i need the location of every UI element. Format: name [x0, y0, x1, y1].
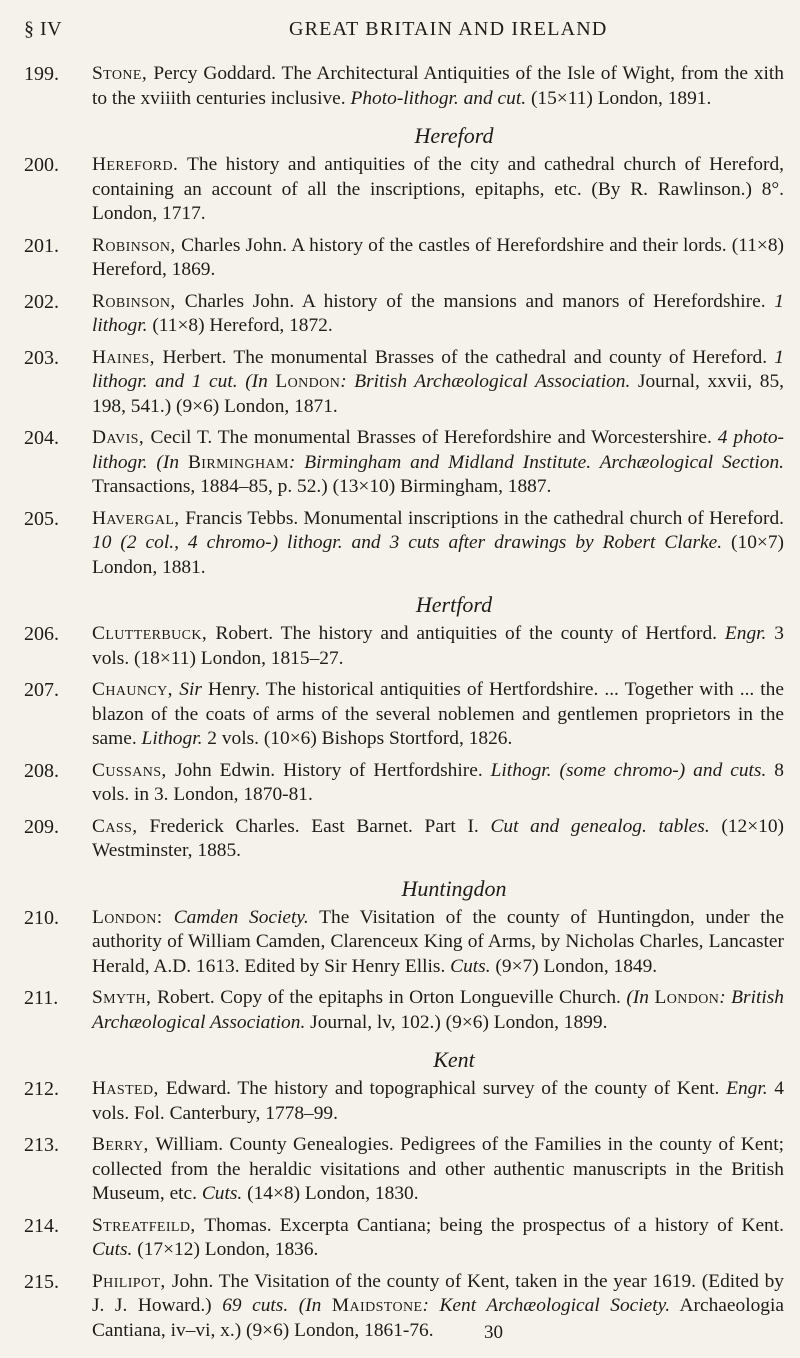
section-mark: § IV	[24, 18, 63, 40]
entry-author: Stone,	[92, 63, 154, 84]
entry-series: : British Archæological Association.	[340, 371, 631, 392]
entry-author: Cussans,	[92, 759, 176, 781]
entry-author: Haines,	[92, 346, 163, 368]
entry-illustrations: Cut and genealog. tables.	[490, 815, 710, 837]
entry-imprint: (15×11) London, 1891.	[526, 87, 712, 109]
entry-author: Hereford.	[92, 154, 188, 175]
entry-text: The history and antiquities of the city and cathedral church of Hereford, containing an account of all the inscriptions, epitaphs, etc. (By R. Rawlinson.) 8°. London, 1717.	[92, 154, 784, 224]
entry-201	[24, 234, 784, 283]
entry-205	[24, 507, 784, 581]
entry-author: Cass,	[92, 815, 150, 837]
entry-number: 201.	[24, 234, 59, 257]
entry-imprint: (11×8) Hereford, 1872.	[147, 315, 333, 336]
entry-illustrations: 69 cuts. (In	[222, 1295, 332, 1316]
entry-207	[24, 678, 784, 752]
entry-text: John Edwin. History of Hertfordshire.	[175, 759, 491, 781]
entry-211	[24, 986, 784, 1035]
entry-illustrations: 4 photo-lithogr. (In	[92, 427, 785, 473]
entry-text: Charles John. A history of the mansions and manors of Herefordshire.	[184, 290, 775, 312]
page-number: 30	[484, 1322, 503, 1343]
entry-text: Thomas. Excerpta Cantiana; being the prospectus of a history of Kent.	[204, 1214, 784, 1236]
entry-imprint: 4 vols. Fol. Canterbury, 1778–99.	[92, 1078, 784, 1124]
entry-illustrations: Cuts.	[450, 955, 491, 977]
entry-213	[24, 1133, 784, 1207]
entry-text: Robert. The history and antiquities of the county of Hertford.	[215, 623, 725, 644]
entry-number: 204.	[24, 427, 59, 449]
entry-number: 213.	[24, 1134, 59, 1156]
entry-number: 205.	[24, 507, 59, 530]
entry-214	[24, 1214, 784, 1263]
entry-206	[24, 622, 784, 671]
entry-series: : British Archæological Association.	[92, 987, 784, 1033]
entry-imprint: 2 vols. (10×6) Bishops Stortford, 1826.	[202, 728, 513, 749]
entry-author: Robinson,	[92, 290, 185, 312]
entry-imprint: 8 vols. in 3. London, 1870-81.	[92, 759, 784, 805]
entry-author: Havergal,	[92, 507, 186, 529]
entry-text-cont: Henry. The historical antiquities of Hertfordshire. ... Together with ... the blazon of the coats of arms of the several noblemen and gentlemen proprietors in the same.	[92, 679, 784, 749]
entry-215	[24, 1270, 784, 1344]
entry-author: Streatfeild,	[92, 1214, 205, 1236]
entry-text: Robert. Copy of the epitaphs in Orton Longueville Church.	[157, 987, 627, 1008]
entry-illustrations: Lithogr.	[141, 728, 203, 749]
entry-illustrations: 10 (2 col., 4 chromo-) lithogr. and 3 cuts after drawings by Robert Clarke.	[92, 532, 723, 553]
entry-number: 202.	[24, 290, 59, 313]
entry-204	[24, 426, 784, 500]
entry-imprint: Archaeologia Cantiana, iv–vi, x.) (9×6) London, 1861-76.	[92, 1295, 784, 1341]
entry-author: Berry,	[92, 1134, 156, 1155]
running-head	[24, 18, 776, 48]
entry-imprint: (9×7) London, 1849.	[490, 955, 658, 977]
entry-place: Maidstone	[331, 1295, 423, 1316]
entry-imprint: (10×7) London, 1881.	[92, 532, 784, 578]
entry-number: 203.	[24, 346, 59, 369]
entry-199	[24, 62, 784, 111]
entry-author: Davis,	[92, 427, 151, 448]
entry-imprint: (17×12) London, 1836.	[132, 1239, 319, 1260]
entry-illustrations: Lithogr. (some chromo-) and cuts.	[490, 759, 767, 781]
entry-text: Frederick Charles. East Barnet. Part I.	[149, 815, 491, 837]
entry-209	[24, 815, 784, 864]
entry-author: Clutterbuck,	[92, 623, 216, 644]
bibliography-list	[24, 62, 784, 1350]
entry-text: Percy Goddard. The Architectural Antiquities of the Isle of Wight, from the xith to the xviiith centuries inclusive.	[92, 63, 784, 109]
county-heading-hereford: Hereford	[414, 123, 494, 148]
entry-author: London:	[92, 906, 174, 928]
entry-208	[24, 759, 784, 808]
entry-place: London	[275, 371, 341, 392]
entry-imprint: Journal, xxvii, 85, 198, 541.) (9×6) London, 1871.	[92, 371, 784, 417]
entry-number: 212.	[24, 1078, 59, 1100]
entry-number: 214.	[24, 1214, 59, 1237]
entry-number: 200.	[24, 154, 59, 176]
county-heading-hertford: Hertford	[415, 592, 493, 617]
entry-number: 210.	[24, 906, 59, 929]
entry-author: Hasted,	[92, 1078, 166, 1099]
entry-author: Smyth,	[92, 987, 158, 1008]
entry-text-cont: The Visitation of the county of Huntingdon, under the authority of William Camden, Clarenceux King of Arms, by Nicholas Charles, Lancaster Herald, A.D. 1613. Edited by Sir Henry Ellis.	[92, 906, 784, 977]
entry-text: Edward. The history and topographical survey of the county of Kent.	[165, 1078, 727, 1099]
entry-imprint: (14×8) London, 1830.	[242, 1183, 419, 1204]
entry-illustrations: Cuts.	[201, 1183, 243, 1204]
entry-illustrations: Photo-lithogr. and cut.	[350, 87, 527, 109]
entry-illustrations: Cuts.	[92, 1239, 133, 1260]
entry-text: Herbert. The monumental Brasses of the cathedral and county of Hereford.	[162, 346, 775, 368]
entry-series: Camden Society.	[173, 906, 309, 928]
running-title: GREAT BRITAIN AND IRELAND	[289, 18, 608, 40]
entry-series: : Birmingham and Midland Institute. Archæological Section.	[288, 451, 784, 473]
entry-number: 215.	[24, 1270, 59, 1293]
entry-203	[24, 346, 784, 420]
entry-number: 208.	[24, 759, 59, 782]
entry-imprint: 3 vols. (18×11) London, 1815–27.	[92, 623, 784, 669]
entry-place: London	[654, 987, 720, 1008]
entry-text: William. County Genealogies. Pedigrees of the Families in the county of Kent; collected from the heraldic visitations and other authentic manuscripts in the British Museum, etc.	[92, 1134, 785, 1204]
entry-illustrations: (In	[626, 987, 655, 1008]
entry-210	[24, 906, 784, 980]
entry-illustrations: 1 lithogr. and 1 cut. (In	[92, 346, 784, 392]
entry-212	[24, 1077, 784, 1126]
county-heading-kent: Kent	[433, 1047, 475, 1072]
entry-number: 209.	[24, 815, 59, 838]
entry-series: : Kent Archæological Society.	[422, 1295, 671, 1316]
entry-200	[24, 153, 784, 227]
entry-number: 207.	[24, 679, 59, 701]
entry-number: 211.	[24, 987, 59, 1009]
entry-number: 199.	[24, 63, 59, 85]
county-heading-huntingdon: Huntingdon	[401, 875, 507, 901]
entry-number: 206.	[24, 623, 59, 645]
entry-illustrations: Engr.	[724, 623, 767, 644]
entry-author: Robinson,	[92, 234, 182, 256]
entry-text: Cecil T. The monumental Brasses of Herefordshire and Worcestershire.	[150, 427, 718, 448]
entry-text: John. The Visitation of the county of Kent, taken in the year 1619. (Edited by J. J. Howard.)	[92, 1270, 784, 1316]
entry-place: Birmingham	[187, 451, 289, 473]
entry-author: Chauncy,	[92, 679, 180, 700]
entry-title-honorific: Sir	[179, 679, 202, 700]
entry-illustrations: 1 lithogr.	[92, 290, 784, 336]
entry-imprint: Journal, lv, 102.) (9×6) London, 1899.	[305, 1011, 608, 1033]
entry-text: Francis Tebbs. Monumental inscriptions in the cathedral church of Hereford.	[185, 507, 784, 529]
entry-text: Charles John. A history of the castles of Herefordshire and their lords. (11×8) Hereford, 1869.	[92, 234, 784, 280]
entry-illustrations: Engr.	[726, 1078, 768, 1099]
entry-202	[24, 290, 784, 339]
entry-author: Philipot,	[92, 1270, 172, 1292]
entry-imprint: (12×10) Westminster, 1885.	[92, 815, 784, 861]
entry-imprint: Transactions, 1884–85, p. 52.) (13×10) Birmingham, 1887.	[92, 476, 552, 497]
